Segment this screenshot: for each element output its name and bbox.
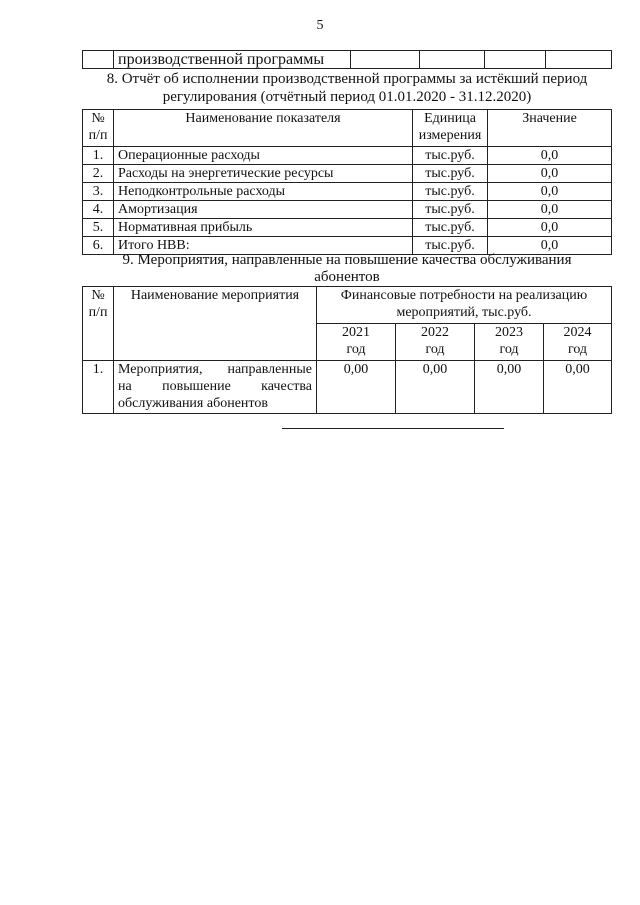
row-name: Операционные расходы [114, 147, 413, 165]
section9-heading-line1: 9. Мероприятия, направленные на повышение качества обслуживания [122, 252, 572, 268]
row-name: Амортизация [114, 201, 413, 219]
continuation-text: производственной программы [114, 51, 351, 69]
year-suffix: год [425, 342, 445, 357]
col-finance-header [317, 287, 612, 324]
continuation-table [82, 50, 612, 69]
col-num-header-line2: п/п [88, 305, 108, 320]
row-name-line2: на повышение качества [118, 379, 312, 394]
row-name: Итого НВВ: [114, 237, 413, 255]
closing-rule [282, 428, 504, 429]
table-row [83, 51, 612, 69]
row-value: 0,0 [488, 219, 612, 237]
year-label: 2021 [342, 325, 370, 340]
row-unit: тыс.руб. [413, 165, 488, 183]
row-value-2023: 0,00 [475, 361, 544, 414]
col-year-header [544, 324, 612, 361]
table-row [83, 219, 612, 237]
table-row [83, 183, 612, 201]
col-num-header-line2: п/п [88, 128, 108, 143]
row-name-line3: обслуживания абонентов [118, 396, 268, 411]
row-unit: тыс.руб. [413, 201, 488, 219]
row-value-2022: 0,00 [396, 361, 475, 414]
cell [83, 51, 114, 69]
row-num: 3. [83, 183, 114, 201]
col-unit-header [413, 110, 488, 147]
year-label: 2024 [563, 325, 592, 340]
table-header-row [83, 110, 612, 147]
col-unit-header-line1: Единица [424, 111, 476, 126]
row-name: Неподконтрольные расходы [114, 183, 413, 201]
col-name-header: Наименование показателя [114, 110, 413, 147]
row-num: 5. [83, 219, 114, 237]
section8-heading-line2: регулирования (отчётный период 01.01.2020 - 31.12.2020) [162, 89, 532, 105]
col-finance-header-line1: Финансовые потребности на реализацию [340, 288, 588, 303]
table-row [83, 361, 612, 414]
table-row [83, 147, 612, 165]
row-value: 0,0 [488, 183, 612, 201]
col-year-header [396, 324, 475, 361]
col-num-header [83, 110, 114, 147]
col-unit-header-line2: измерения [418, 128, 482, 143]
section8-heading-line1: 8. Отчёт об исполнении производственной программы за истёкший период [106, 71, 588, 87]
row-num: 2. [83, 165, 114, 183]
col-num-header [83, 287, 114, 361]
section9-heading [82, 252, 612, 286]
row-num: 1. [83, 361, 114, 414]
row-num: 4. [83, 201, 114, 219]
row-unit: тыс.руб. [413, 183, 488, 201]
cell [420, 51, 485, 69]
row-name [114, 361, 317, 414]
row-value-2024: 0,00 [544, 361, 612, 414]
row-name: Расходы на энергетические ресурсы [114, 165, 413, 183]
col-num-header-line1: № [91, 288, 105, 303]
row-name-line1: Мероприятия, направленные [118, 362, 312, 377]
col-name-header: Наименование мероприятия [114, 287, 317, 361]
section9-heading-line2: абонентов [314, 269, 380, 285]
year-label: 2022 [421, 325, 449, 340]
table-header-row [83, 287, 612, 324]
row-value: 0,0 [488, 237, 612, 255]
year-suffix: год [567, 342, 588, 357]
row-num: 1. [83, 147, 114, 165]
col-finance-header-line2: мероприятий, тыс.руб. [396, 305, 532, 320]
col-value-header: Значение [488, 110, 612, 147]
cell [546, 51, 612, 69]
row-name: Нормативная прибыль [114, 219, 413, 237]
row-value: 0,0 [488, 201, 612, 219]
table-row [83, 201, 612, 219]
year-suffix: год [499, 342, 519, 357]
page-number: 5 [316, 18, 324, 33]
row-value: 0,0 [488, 165, 612, 183]
measures-table [82, 286, 612, 414]
row-value-2021: 0,00 [317, 361, 396, 414]
cell [485, 51, 546, 69]
col-num-header-line1: № [91, 111, 105, 126]
row-unit: тыс.руб. [413, 219, 488, 237]
row-num: 6. [83, 237, 114, 255]
report-table [82, 109, 612, 255]
section8-heading [82, 70, 612, 106]
year-label: 2023 [495, 325, 523, 340]
year-suffix: год [346, 342, 366, 357]
row-value: 0,0 [488, 147, 612, 165]
col-year-header [475, 324, 544, 361]
cell [351, 51, 420, 69]
row-unit: тыс.руб. [413, 237, 488, 255]
table-row [83, 165, 612, 183]
row-unit: тыс.руб. [413, 147, 488, 165]
col-year-header [317, 324, 396, 361]
